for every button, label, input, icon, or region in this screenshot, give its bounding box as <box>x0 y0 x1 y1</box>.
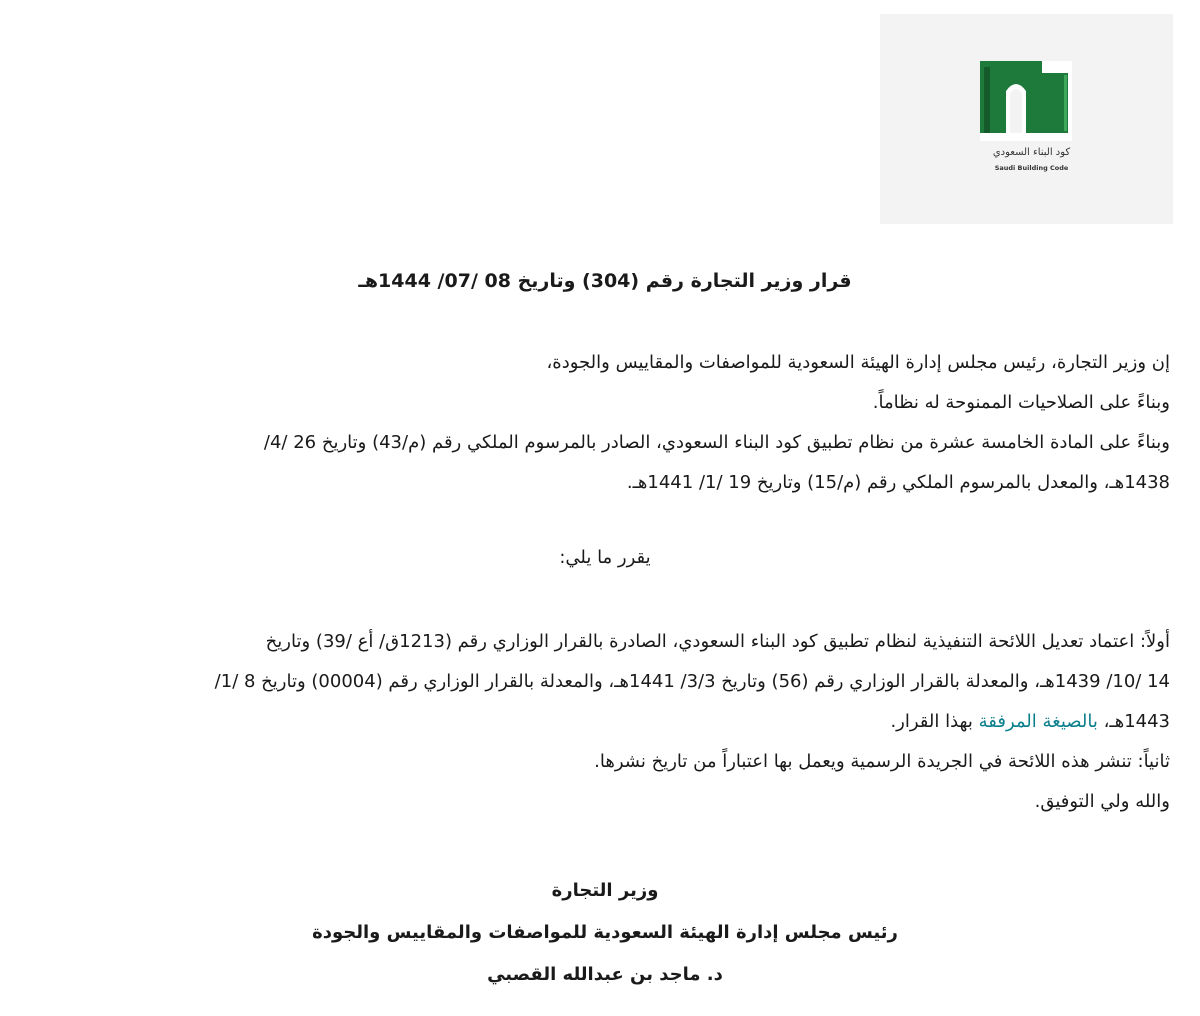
signatory-name: د. ماجد بن عبدالله القصبي <box>487 964 723 985</box>
article-first-tail: بهذا القرار. <box>890 711 973 732</box>
article-first-line <box>30 702 1170 742</box>
preamble-line: وبناءً على المادة الخامسة عشرة من نظام تطبيق كود البناء السعودي، الصادر بالمرسوم الملكي رقم (م/43) وتاريخ 26 /4/ <box>263 432 1170 453</box>
article-second: ثانياً: تنشر هذه اللائحة في الجريدة الرسمية ويعمل بها اعتباراً من تاريخ نشرها. <box>594 751 1170 772</box>
article-first-line: 14 /10/ 1439هـ، والمعدلة بالقرار الوزاري رقم (56) وتاريخ 3/3/ 1441هـ، والمعدلة بالقرار الوزاري رقم (00004) وتاريخ 8 /1/ <box>214 671 1170 692</box>
signatory-title: وزير التجارة <box>551 880 659 901</box>
logo-arabic-name: كود البناء السعودي <box>992 147 1071 158</box>
preamble-line: 1438هـ، والمعدل بالمرسوم الملكي رقم (م/15) وتاريخ 19 /1/ 1441هـ. <box>626 472 1170 493</box>
signatory-position: رئيس مجلس إدارة الهيئة السعودية للمواصفات والمقاييس والجودة <box>312 922 898 943</box>
attached-text-link[interactable]: بالصيغة المرفقة <box>978 711 1098 732</box>
decides-heading: يقرر ما يلي: <box>559 547 651 568</box>
preamble-line: وبناءً على الصلاحيات الممنوحة له نظاماً. <box>872 392 1170 413</box>
closing-phrase: والله ولي التوفيق. <box>1034 791 1170 812</box>
decision-title: قرار وزير التجارة رقم (304) وتاريخ 08 /07/ 1444هـ <box>358 270 852 292</box>
preamble-line: إن وزير التجارة، رئيس مجلس إدارة الهيئة السعودية للمواصفات والمقاييس والجودة، <box>546 352 1170 373</box>
logo-panel <box>880 14 1173 224</box>
article-first-date: 1443هـ، <box>1103 711 1170 732</box>
saudi-building-code-logo <box>980 61 1072 141</box>
preamble <box>30 343 1170 503</box>
article-first-line: أولاً: اعتماد تعديل اللائحة التنفيذية لنظام تطبيق كود البناء السعودي، الصادرة بالقرار الوزاري رقم (1213ق/ أع /39) وتاريخ <box>265 631 1170 652</box>
articles <box>30 622 1170 822</box>
logo-english-name: Saudi Building Code <box>994 164 1069 172</box>
signature-block <box>0 870 1200 996</box>
